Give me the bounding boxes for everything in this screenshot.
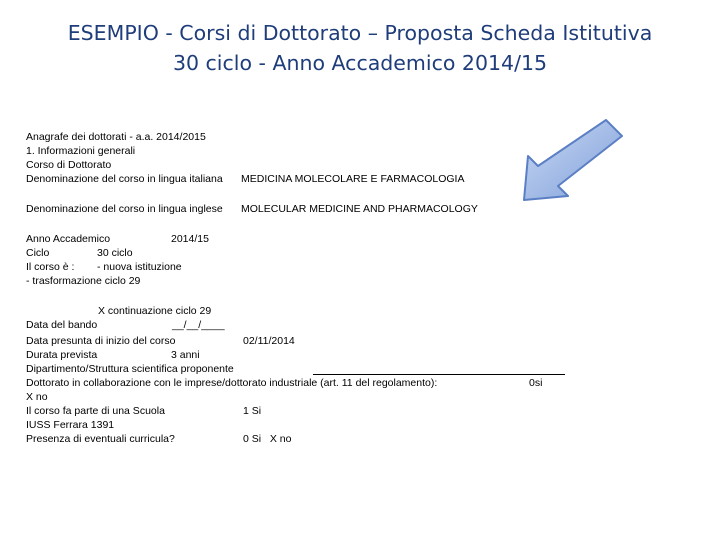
bando-label: Data del bando — [26, 319, 98, 331]
corso-e-label: Il corso è : — [26, 261, 75, 273]
durata-value: 3 anni — [171, 349, 200, 361]
pointer-arrow-icon — [500, 110, 630, 210]
dipartimento-blank-line — [313, 374, 565, 375]
den-en-value: MOLECULAR MEDICINE AND PHARMACOLOGY — [241, 203, 478, 215]
dipartimento-label: Dipartimento/Struttura scientifica proponente — [26, 363, 234, 375]
ciclo-value: 30 ciclo — [97, 247, 133, 259]
inizio-label: Data presunta di inizio del corso — [26, 335, 176, 347]
scuola-label: Il corso fa parte di una Scuola — [26, 405, 165, 417]
curricula-value: 0 Si X no — [243, 433, 292, 445]
iuss-line: IUSS Ferrara 1391 — [26, 419, 115, 431]
inizio-value: 02/11/2014 — [243, 335, 295, 347]
den-it-value: MEDICINA MOLECOLARE E FARMACOLOGIA — [241, 173, 465, 185]
continuazione-option: X continuazione ciclo 29 — [98, 305, 212, 317]
title-line-2: 30 ciclo - Anno Accademico 2014/15 — [172, 51, 548, 75]
collab-no-option: X no — [26, 391, 48, 403]
bando-value: __/__/____ — [172, 319, 225, 331]
durata-label: Durata prevista — [26, 349, 98, 361]
collab-label: Dottorato in collaborazione con le imprese/dottorato industriale (art. 11 del regolamento): — [26, 377, 438, 389]
ciclo-label: Ciclo — [26, 247, 50, 259]
anno-value: 2014/15 — [171, 233, 209, 245]
trasformazione-option: - trasformazione ciclo 29 — [26, 275, 141, 287]
den-en-label: Denominazione del corso in lingua inglese — [26, 203, 223, 215]
collab-value: 0si — [529, 377, 543, 389]
anno-label: Anno Accademico — [26, 233, 111, 245]
title-line-1: ESEMPIO - Corsi di Dottorato – Proposta Scheda Istitutiva — [67, 21, 653, 45]
scuola-value: 1 Si — [243, 405, 262, 417]
info-heading: 1. Informazioni generali — [26, 145, 136, 157]
curricula-label: Presenza di eventuali curricula? — [26, 433, 175, 445]
anagrafe-line: Anagrafe dei dottorati - a.a. 2014/2015 — [26, 131, 206, 143]
den-it-label: Denominazione del corso in lingua italiana — [26, 173, 223, 185]
corso-e-value: - nuova istituzione — [97, 261, 182, 273]
corso-heading: Corso di Dottorato — [26, 159, 112, 171]
